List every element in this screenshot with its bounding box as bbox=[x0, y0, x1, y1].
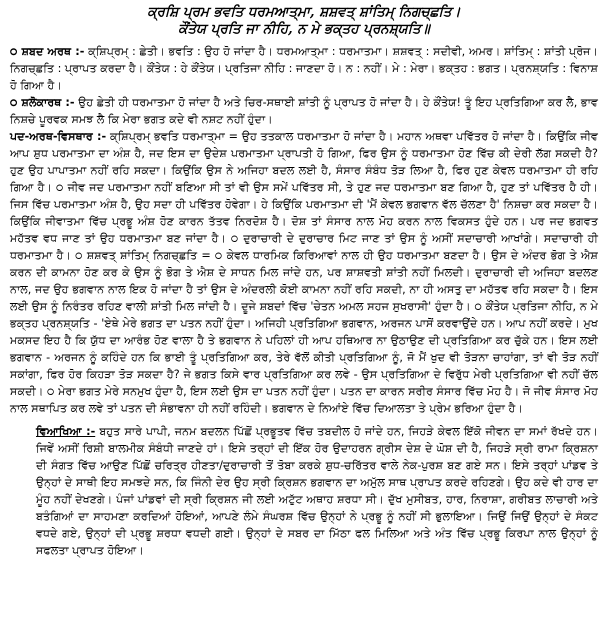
pad-arth-heading: ਪਦ-ਅਰਥ-ਵਿਸਥਾਰ :- bbox=[10, 130, 107, 143]
shabad-arth-text: ਕ੍ਸ਼ਿਪ੍ਰਮ੍ : ਛੇਤੀ। ਭਵਤਿ : ਉਹ ਹੋ ਜਾਂਦਾ ਹੈ। ਧਰਮਆਤ੍ਮਾ : ਧਰਮਾਤਮਾ। ਸ਼ਸ਼ਵਤ੍ : ਸਦੀਵੀ, ਅਮਰ। ਸ਼ਾਂਤਿਮ੍ : ਸ਼ਾਂਤੀ ਪ੍ਰੋਜ। ਨਿਗਚ੍ਛਤਿ : ਪ੍ਰਾਪਤ ਕਰਦਾ ਹੈ। ਕੌਂਤੇਯ : ਹੇ ਕੌਂਤੇਯ। ਪ੍ਰਤਿਜਾ ਨੀਹਿ : ਜਾਣਦਾ ਹੋ। ਨ : ਨਹੀਂ। ਮੇ : ਮੇਰਾ। ਭਕ੍ਤਹ : ਭਗਤ। ਪ੍ਰਨਸ਼੍ਯਤਿ : ਵਿਨਾਸ਼ ਹੋ ਗਿਆ ਹੈ। bbox=[10, 45, 598, 92]
shlokarth-heading: ੦ ਸ਼ਲੋਕਾਰਥ :- bbox=[10, 96, 75, 109]
pad-arth-section bbox=[10, 128, 598, 417]
pad-arth-text: ਕ੍ਸ਼ਿਪ੍ਰਮ੍ ਭਵਤਿ ਧਰਮਾਤ੍ਮਾ = ਉਹ ਤਤਕਾਲ ਧਰਮਾਤਮਾ ਹੋ ਜਾਂਦਾ ਹੈ। ਮਹਾਨ ਅਥਵਾ ਪਵਿੱਤਰ ਹੋ ਜਾਂਦਾ ਹੈ। ਕਿਉਂਕਿ ਜੀਵ ਆਪ ਸ਼ੁਧ ਪਰਮਾਤਮਾ ਦਾ ਅੰਸ਼ ਹੈ, ਜਦ ਇਸ ਦਾ ਉਦੇਸ਼ ਪਰਮਾਤਮਾ ਪ੍ਰਾਪਤੀ ਹੋ ਗਿਆ, ਫਿਰ ਉਸ ਨੂੰ ਧਰਮਾਤਮਾ ਹੋਣ ਵਿੱਚ ਕੀ ਦੇਰੀ ਲੱਗ ਸਕਦੀ ਹੈ? ਹੁਣ ਉਹ ਪਾਪਾਤਮਾ ਨਹੀਂ ਰਹਿ ਸਕਦਾ। ਕਿਉਂਕਿ ਉਸ ਨੇ ਅਜਿਹਾ ਬਦਲ ਲਈ ਹੈ, ਸੰਸਾਰ ਸੰਬੰਧ ਤੋੜ ਲਿਆ ਹੈ, ਫਿਰ ਹੁਣ ਕੇਵਲ ਧਰਮਾਤਮਾ ਹੀ ਰਹਿ ਗਿਆ ਹੈ। ੦ ਜੀਵ ਜਦ ਪਰਮਾਤਮਾ ਨਹੀਂ ਬਣਿਆ ਸੀ ਤਾਂ ਵੀ ਉਸ ਸਮੇਂ ਪਵਿੱਤਰ ਸੀ, ਤੇ ਹੁਣ ਜਦ ਧਰਮਾਤਮਾ ਬਣ ਗਿਆ ਹੈ, ਹੁਣ ਤਾਂ ਪਵਿੱਤਰ ਹੈ ਹੀ। ਜਿਸ ਵਿੱਚ ਪਰਮਾਤਮਾ ਅੰਸ਼ ਹੈ, ਉਹ ਸਦਾ ਹੀ ਪਵਿੱਤਰ ਹੋਵੇਗਾ। ਹੇ ਕਿਉਂਕਿ ਪਰਮਾਤਮਾ ਦੀ 'ਮੈਂ ਕੇਵਲ ਭਗਵਾਨ ਵੱਲ ਚੱਲਣਾ ਹੈ' ਨਿਸ਼ਚਾ ਕਰ ਸਕਦਾ ਹੈ। ਕਿਉਂਕਿ ਜੀਵਾਤਮਾ ਵਿੱਚ ਪ੍ਰਭੂ ਅੰਸ਼ ਹੋਣ ਕਾਰਨ ਤੱਤਵ ਨਿਰਦੋਸ਼ ਹੈ। ਦੋਸ਼ ਤਾਂ ਸੰਸਾਰ ਨਾਲ ਮੋਹ ਕਰਨ ਨਾਲ ਵਿਕਸਤ ਹੁੰਦੇ ਹਨ। ਪਰ ਜਦ ਭਗਵਤ ਮਹੱਤਵ ਵਧ ਜਾਣ ਤਾਂ ਉਹ ਧਰਮਾਤਮਾ ਬਣ ਜਾਂਦਾ ਹੈ। ੦ ਦੁਰਾਚਾਰੀ ਦੇ ਦੁਰਾਚਾਰ ਮਿਟ ਜਾਣ ਤਾਂ ਉਸ ਨੂੰ ਅਸੀਂ ਸਦਾਚਾਰੀ ਆਖਾਂਗੇ। ਸਦਾਚਾਰੀ ਹੀ ਧਰਮਾਤਮਾ ਹੈ। ੦ ਸ਼ਸ਼ਵਤ੍ ਸ਼ਾਂਤਿਮ੍ ਨਿਗਚ੍ਛਤਿ = ੦ ਕੇਵਲ ਧਾਰਮਿਕ ਕਿਰਿਆਵਾਂ ਨਾਲ ਹੀ ਉਹ ਧਰਮਾਤਮਾ ਬਣਦਾ ਹੈ। ਉਸ ਦੇ ਅੰਦਰ ਭੋਗ ਤੇ ਐਸ਼ ਕਰਨ ਦੀ ਕਾਮਨਾ ਹੋਣ ਕਰ ਕੇ ਉਸ ਨੂੰ ਭੋਗ ਤੇ ਐਸ਼ ਦੇ ਸਾਧਨ ਮਿਲ ਜਾਂਦੇ ਹਨ, ਪਰ ਸ਼ਾਸ਼ਵਤੀ ਸ਼ਾਂਤੀ ਨਹੀਂ ਮਿਲਦੀ। ਦੁਰਾਚਾਰੀ ਦੀ ਅਜਿਹਾ ਬਦਲਣ ਨਾਲ, ਜਦ ਉਹ ਭਗਵਾਨ ਨਾਲ ਇਕ ਹੋ ਜਾਂਦਾ ਹੈ ਤਾਂ ਉਸ ਦੇ ਅੰਦਰਲੀ ਕੋਈ ਕਾਮਨਾ ਨਹੀਂ ਰਹਿ ਸਕਦੀ, ਨਾ ਹੀ ਅਸਤੁ ਦਾ ਮਹੱਤਵ ਰਹਿ ਸਕਦਾ ਹੈ। ਇਸ ਲਈ ਉਸ ਨੂੰ ਨਿਰੰਤਰ ਰਹਿਣ ਵਾਲੀ ਸ਼ਾਂਤੀ ਮਿਲ ਜਾਂਦੀ ਹੈ। ਦੂਜੇ ਸ਼ਬਦਾਂ ਵਿੱਚ 'ਚੇਤਨ ਅਮਲ ਸਹਜ ਸੁਖਰਾਸੀ' ਹੁੰਦਾ ਹੈ। ੦ ਕੌਂਤੇਯ ਪ੍ਰਤਿਜਾ ਨੀਹਿ, ਨ ਮੇ ਭਕ੍ਤਹ ਪ੍ਰਨਸ਼੍ਯਤਿ - 'ਏਥੇ ਮੇਰੇ ਭਗਤ ਦਾ ਪਤਨ ਨਹੀਂ ਹੁੰਦਾ। ਅਜਿਹੀ ਪ੍ਰਤਿਗਿਆ ਭਗਵਾਨ, ਅਰਜਨ ਪਾਸੋਂ ਕਰਵਾਉਂਦੇ ਹਨ। ਆਪ ਨਹੀਂ ਕਰਦੇ। ਮੁਖ ਮਕਸਦ ਇਹ ਹੈ ਕਿ ਯੁੱਧ ਦਾ ਆਰੰਭ ਹੋਣ ਵਾਲਾ ਹੈ ਤੇ ਭਗਵਾਨ ਨੇ ਪਹਿਲਾਂ ਹੀ ਆਪ ਹਥਿਆਰ ਨਾ ਉਠਾਉਣ ਦੀ ਪ੍ਰਤਿਗਿਆ ਕਰ ਚੁੱਕੇ ਹਨ। ਇਸ ਲਈ ਭਗਵਾਨ - ਅਰਜਨ ਨੂੰ ਕਹਿੰਦੇ ਹਨ ਕਿ ਭਾਈ ਤੂੰ ਪ੍ਰਤਿਗਿਆ ਕਰ, ਤੇਰੇ ਵੱਲੋਂ ਕੀਤੀ ਪ੍ਰਤਿਗਿਆ ਨੂੰ, ਜੋ ਮੈਂ ਖੁਦ ਵੀ ਤੋੜਨਾ ਚਾਹਾਂਗਾ, ਤਾਂ ਵੀ ਤੋੜ ਨਹੀਂ ਸਕਾਂਗਾ, ਫਿਰ ਹੋਰ ਕਿਹੜਾ ਤੋੜ ਸਕਦਾ ਹੈ? ਜੇ ਭਗਤ ਕਿਸੇ ਵਾਰ ਪ੍ਰਤਿਗਿਆ ਕਰ ਲਵੇ - ਉਸ ਪ੍ਰਤਿਗਿਆ ਦੇ ਵਿਰੁੱਧ ਮੇਰੀ ਪ੍ਰਤਿਗਿਆ ਵੀ ਨਹੀਂ ਚੱਲ ਸਕਦੀ। ੦ ਮੇਰਾ ਭਗਤ ਮੇਰੇ ਸਨਮੁਖ ਹੁੰਦਾ ਹੈ, ਇਸ ਲਈ ਉਸ ਦਾ ਪਤਨ ਨਹੀਂ ਹੁੰਦਾ। ਪਤਨ ਦਾ ਕਾਰਨ ਸਰੀਰ ਸੰਸਾਰ ਵਿੱਚ ਮੋਹ ਹੈ। ਜੋ ਜੀਵ ਸੰਸਾਰ ਮੋਹ ਨਾਲ ਸਥਾਪਿਤ ਕਰ ਲਵੇ ਤਾਂ ਪਤਨ ਦੀ ਸੰਭਾਵਨਾ ਹੀ ਨਹੀਂ ਰਹਿੰਦੀ। ਭਗਵਾਨ ਦੇ ਨਿਆਂਏ ਵਿੱਚ ਦਿਆਲਤਾ ਤੇ ਪ੍ਰੇਮ ਭਰਿਆ ਹੁੰਦਾ ਹੈ। bbox=[10, 130, 599, 415]
shloka-line-2: ਕੌਂਤੇਯ ਪ੍ਰਤਿ ਜਾ ਨੀਹਿ, ਨ ਮੇ ਭਕ੍ਤਹ ਪ੍ਰਨਸ਼੍ਯਤਿ॥ bbox=[178, 21, 430, 37]
vyakhya-section bbox=[10, 423, 598, 559]
vyakhya-text: ਬਹੁਤ ਸਾਰੇ ਪਾਪੀ, ਜਨਮ ਬਦਲਨ ਪਿੱਛੋਂ ਪ੍ਰਭੂਤਵ ਵਿੱਚ ਤਬਦੀਲ ਹੋ ਜਾਂਦੇ ਹਨ, ਜਿਹੜੇ ਕੇਵਲ ਇੱਕੋ ਜੀਵਨ ਦਾ ਸਮਾਂ ਰੱਖਦੇ ਹਨ। ਜਿਵੇਂ ਅਸੀਂ ਰਿਸ਼ੀ ਬਾਲਮੀਕ ਸੰਬੰਧੀ ਜਾਣਦੇ ਹਾਂ। ਇਸੇ ਤਰ੍ਹਾਂ ਦੀ ਇੱਕ ਹੋਰ ਉਦਾਹਰਨ ਗ੍ਰੀਸ ਦੇਸ਼ ਦੇ ਘੋਸ਼ ਦੀ ਹੈ, ਜਿਹੜੇ ਸ੍ਰੀ ਰਾਮਾ ਕ੍ਰਿਸ਼ਨਾ ਦੀ ਸੰਗਤ ਵਿੱਚ ਆਉਣ ਪਿੱਛੋਂ ਚਰਿਤ੍ਰ ਹੀਣਤਾ/ਦੁਰਾਚਾਰੀ ਤੋਂ ਤੋਬਾ ਕਰਕੇ ਸ਼ੁਧ-ਚਰਿੱਤਰ ਵਾਲੇ ਨੇਕ-ਪੁਰਸ਼ ਬਣ ਗਏ ਸਨ। ਇਸੇ ਤਰ੍ਹਾਂ ਪਾਂਡਵ ਤੇ ਉਨ੍ਹਾਂ ਦੇ ਸਾਥੀ ਇਹ ਸਮਝਦੇ ਸਨ, ਕਿ ਜਿੰਨੀ ਦੇਰ ਉਹ ਸ੍ਰੀ ਕ੍ਰਿਸ਼ਨ ਭਗਵਾਨ ਦਾ ਅਮੁੱਲ ਸਾਥ ਪ੍ਰਾਪਤ ਕਰਦੇ ਰਹਿਣਗੇ। ਉਹ ਕਦੇ ਵੀ ਹਾਰ ਦਾ ਮੂੰਹ ਨਹੀਂ ਦੇਖਣਗੇ। ਪੰਜਾਂ ਪਾਂਡਵਾਂ ਦੀ ਸ੍ਰੀ ਕ੍ਰਿਸ਼ਨ ਜੀ ਲਈ ਅਟੁੱਟ ਅਥਾਹ ਸ਼ਰਧਾ ਸੀ। ਦੁੱਖ ਮੁਸੀਬਤ, ਹਾਰ, ਨਿਰਾਸ਼ਾ, ਗਰੀਬਤ ਲਾਚਾਰੀ ਅਤੇ ਬਤੰਗਿਆਂ ਦਾ ਸਾਹਮਣਾ ਕਰਦਿਆਂ ਹੋਇਆਂ, ਆਪਣੇ ਲੰਮੇ ਸੰਘਰਸ਼ ਵਿੱਚ ਉਨ੍ਹਾਂ ਨੇ ਪ੍ਰਭੂ ਨੂੰ ਨਹੀਂ ਸੀ ਭੁਲਾਇਆ। ਜਿਉਂ ਜਿਉਂ ਉਨ੍ਹਾਂ ਦੇ ਸੰਕਟ ਵਧਦੇ ਗਏ, ਉਨ੍ਹਾਂ ਦੀ ਪ੍ਰਭੂ ਸ਼ਰਧਾ ਵਧਦੀ ਗਈ। ਉਨ੍ਹਾਂ ਦੇ ਸਬਰ ਦਾ ਮਿੱਠਾ ਫਲ ਮਿਲਿਆ ਅਤੇ ਅੰਤ ਵਿੱਚ ਪ੍ਰਭੂ ਕਿਰਪਾ ਨਾਲ ਉਨ੍ਹਾਂ ਨੂੰ ਸਫਲਤਾ ਪ੍ਰਾਪਤ ਹੋਇਆ। bbox=[36, 425, 598, 557]
shlokarth-text: ਉਹ ਛੇਤੀ ਹੀ ਧਰਮਾਤਮਾ ਹੋ ਜਾਂਦਾ ਹੈ ਅਤੇ ਚਿਰ-ਸਥਾਈ ਸ਼ਾਂਤੀ ਨੂੰ ਪ੍ਰਾਪਤ ਹੋ ਜਾਂਦਾ ਹੈ। ਹੇ ਕੌਂਤੇਯ! ਤੂੰ ਇਹ ਪ੍ਰਤਿਗਿਆ ਕਰ ਲੈ, ਭਾਵ ਨਿਸ਼ਚੇ ਪੂਰਵਕ ਸਮਝ ਲੈ ਕਿ ਮੇਰਾ ਭਗਤ ਕਦੇ ਵੀ ਨਸ਼ਟ ਨਹੀਂ ਹੁੰਦਾ। bbox=[10, 96, 598, 126]
shlokarth-section bbox=[10, 94, 598, 128]
shabad-arth-heading: ੦ ਸ਼ਬਦ ਅਰਥ :- bbox=[10, 45, 85, 58]
vyakhya-heading: ਵਿਆਖਿਆ :- bbox=[36, 425, 96, 438]
shabad-arth-section bbox=[10, 43, 598, 94]
shloka-line-1: ਕ੍ਰਸ਼ਿ ਪ੍ਰਮ ਭਵਤਿ ਧਰਮਆਤ੍ਮਾ, ਸ਼ਸ਼ਵਤ੍ ਸ਼ਾਂਤਿਮ੍ ਨਿਗਚ੍ਛਤਿ। bbox=[147, 4, 461, 20]
